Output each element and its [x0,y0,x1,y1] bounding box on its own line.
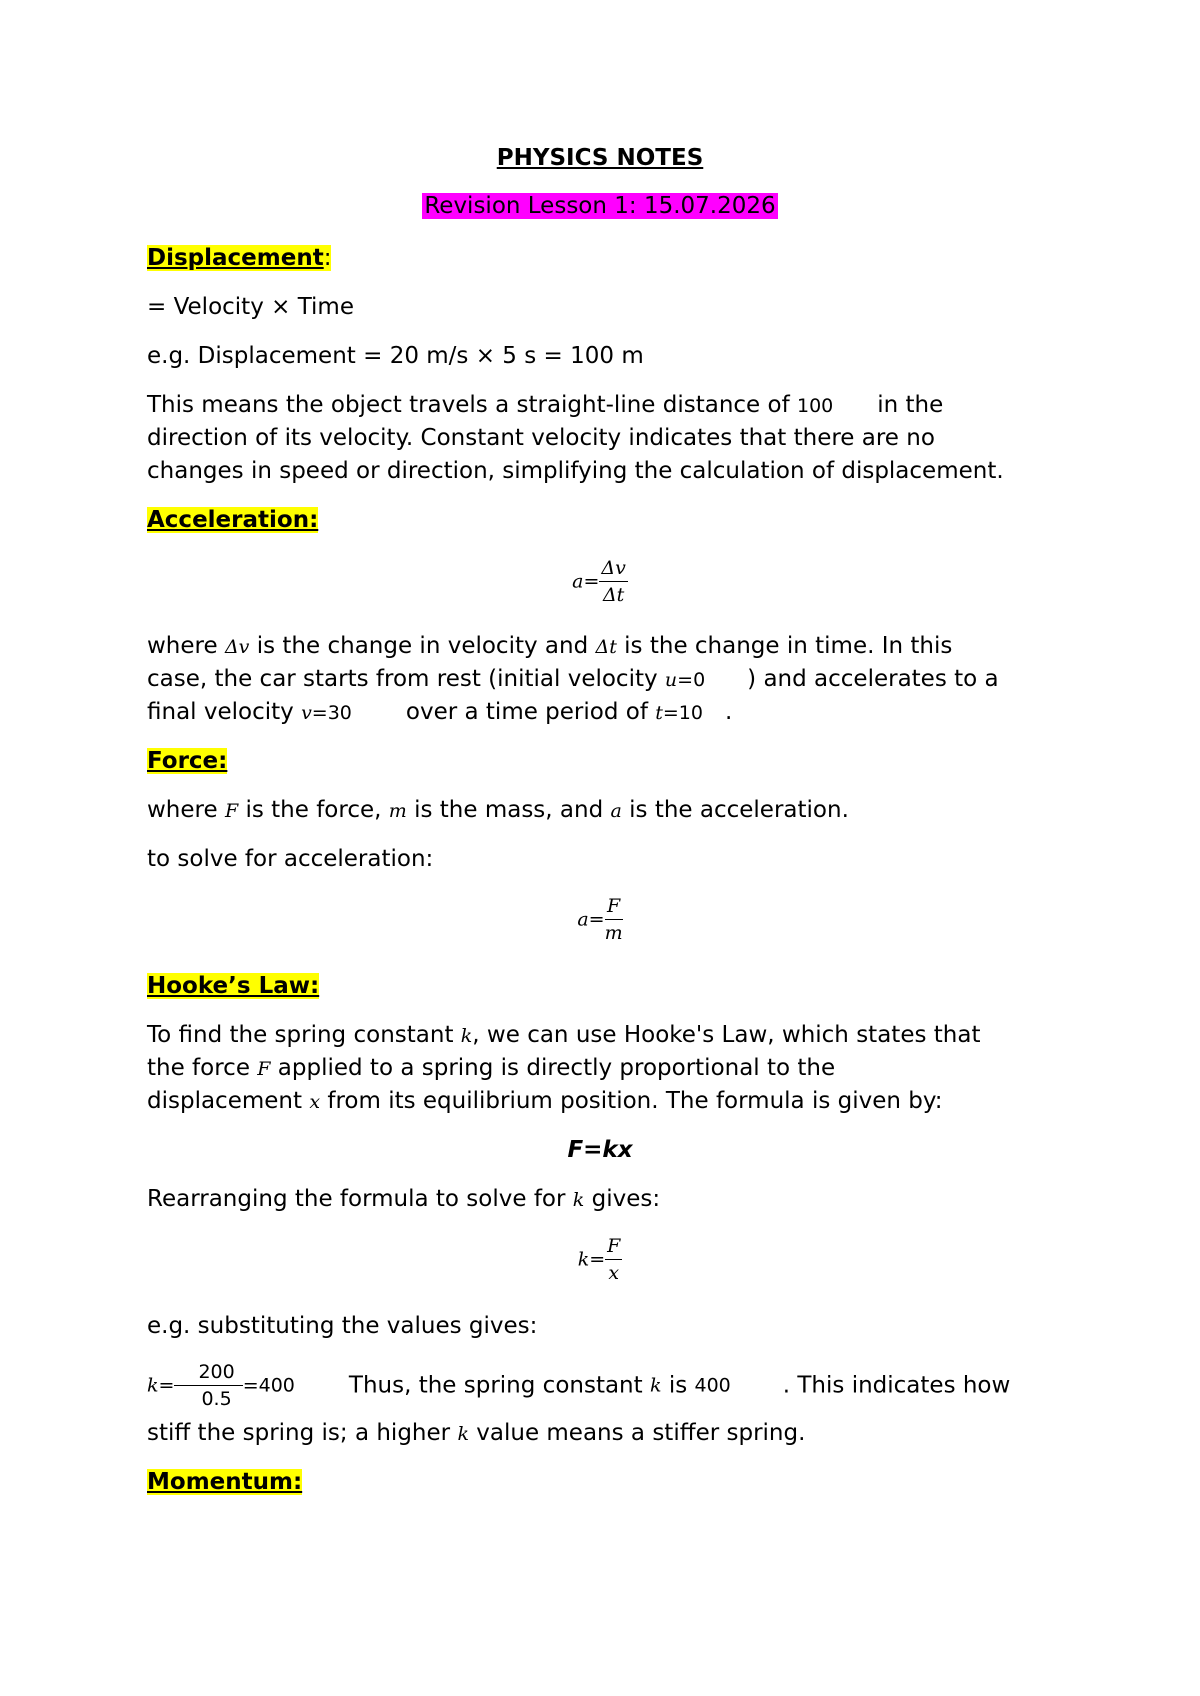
substitution-example-line: k= $\frac{200}{0.5}$ =400 Thus, the spring constant k is 400 . This indicates how [147,1361,1011,1410]
page-title: PHYSICS NOTES [496,145,704,171]
hookes-law-main-equation: F=kx [567,1137,633,1163]
hookes-law-paragraph-line-3: displacement x from its equilibrium position. The formula is given by: [147,1088,943,1114]
hookes-law-paragraph-line-2: the force F applied to a spring is directly proportional to the [147,1055,836,1081]
displacement-paragraph-line-1: This means the object travels a straight-line distance of 100 in the [147,392,944,418]
force-paragraph-line-1: where F is the force, m is the mass, and a is the acceleration. [147,797,849,823]
force-paragraph-line-2: to solve for acceleration: [147,846,434,872]
stiffness-conclusion-line: stiff the spring is; a higher k value means a stiffer spring. [147,1420,806,1446]
hookes-law-rearranging-line: Rearranging the formula to solve for k gives: [147,1186,661,1212]
lesson-subtitle [0,193,1200,219]
acceleration-paragraph-line-2: case, the car starts from rest (initial velocity u=0 ) and accelerates to a [147,666,999,692]
displacement-paragraph-line-3: changes in speed or direction, simplifying the calculation of displacement. [147,458,1004,484]
force-equation: a= $\frac{F}{m}$ [577,895,623,944]
momentum-heading: Momentum: [147,1469,303,1495]
hookes-law-heading: Hooke’s Law: [147,973,320,999]
acceleration-paragraph-line-1: where Δv is the change in velocity and Δt is the change in time. In this [147,633,953,659]
displacement-heading: Displacement: [147,245,332,271]
substitution-intro: e.g. substituting the values gives: [147,1313,538,1339]
acceleration-equation: a= $\frac{\Delta v}{\Delta t}$ [572,557,626,606]
displacement-formula: = Velocity × Time [147,294,354,320]
hookes-law-paragraph-line-1: To find the spring constant k, we can use Hooke's Law, which states that [147,1022,981,1048]
displacement-example: e.g. Displacement = 20 m/s × 5 s = 100 m [147,343,644,369]
lesson-subtitle-text: Revision Lesson 1: 15.07.2026 [424,193,776,219]
displacement-paragraph-line-2: direction of its velocity. Constant velocity indicates that there are no [147,425,935,451]
acceleration-paragraph-line-3: final velocity v=30 over a time period of t=10 . [147,699,733,725]
acceleration-heading: Acceleration: [147,507,319,533]
force-heading: Force: [147,748,228,774]
spring-constant-equation: k= $\frac{F}{x}$ [577,1235,621,1284]
